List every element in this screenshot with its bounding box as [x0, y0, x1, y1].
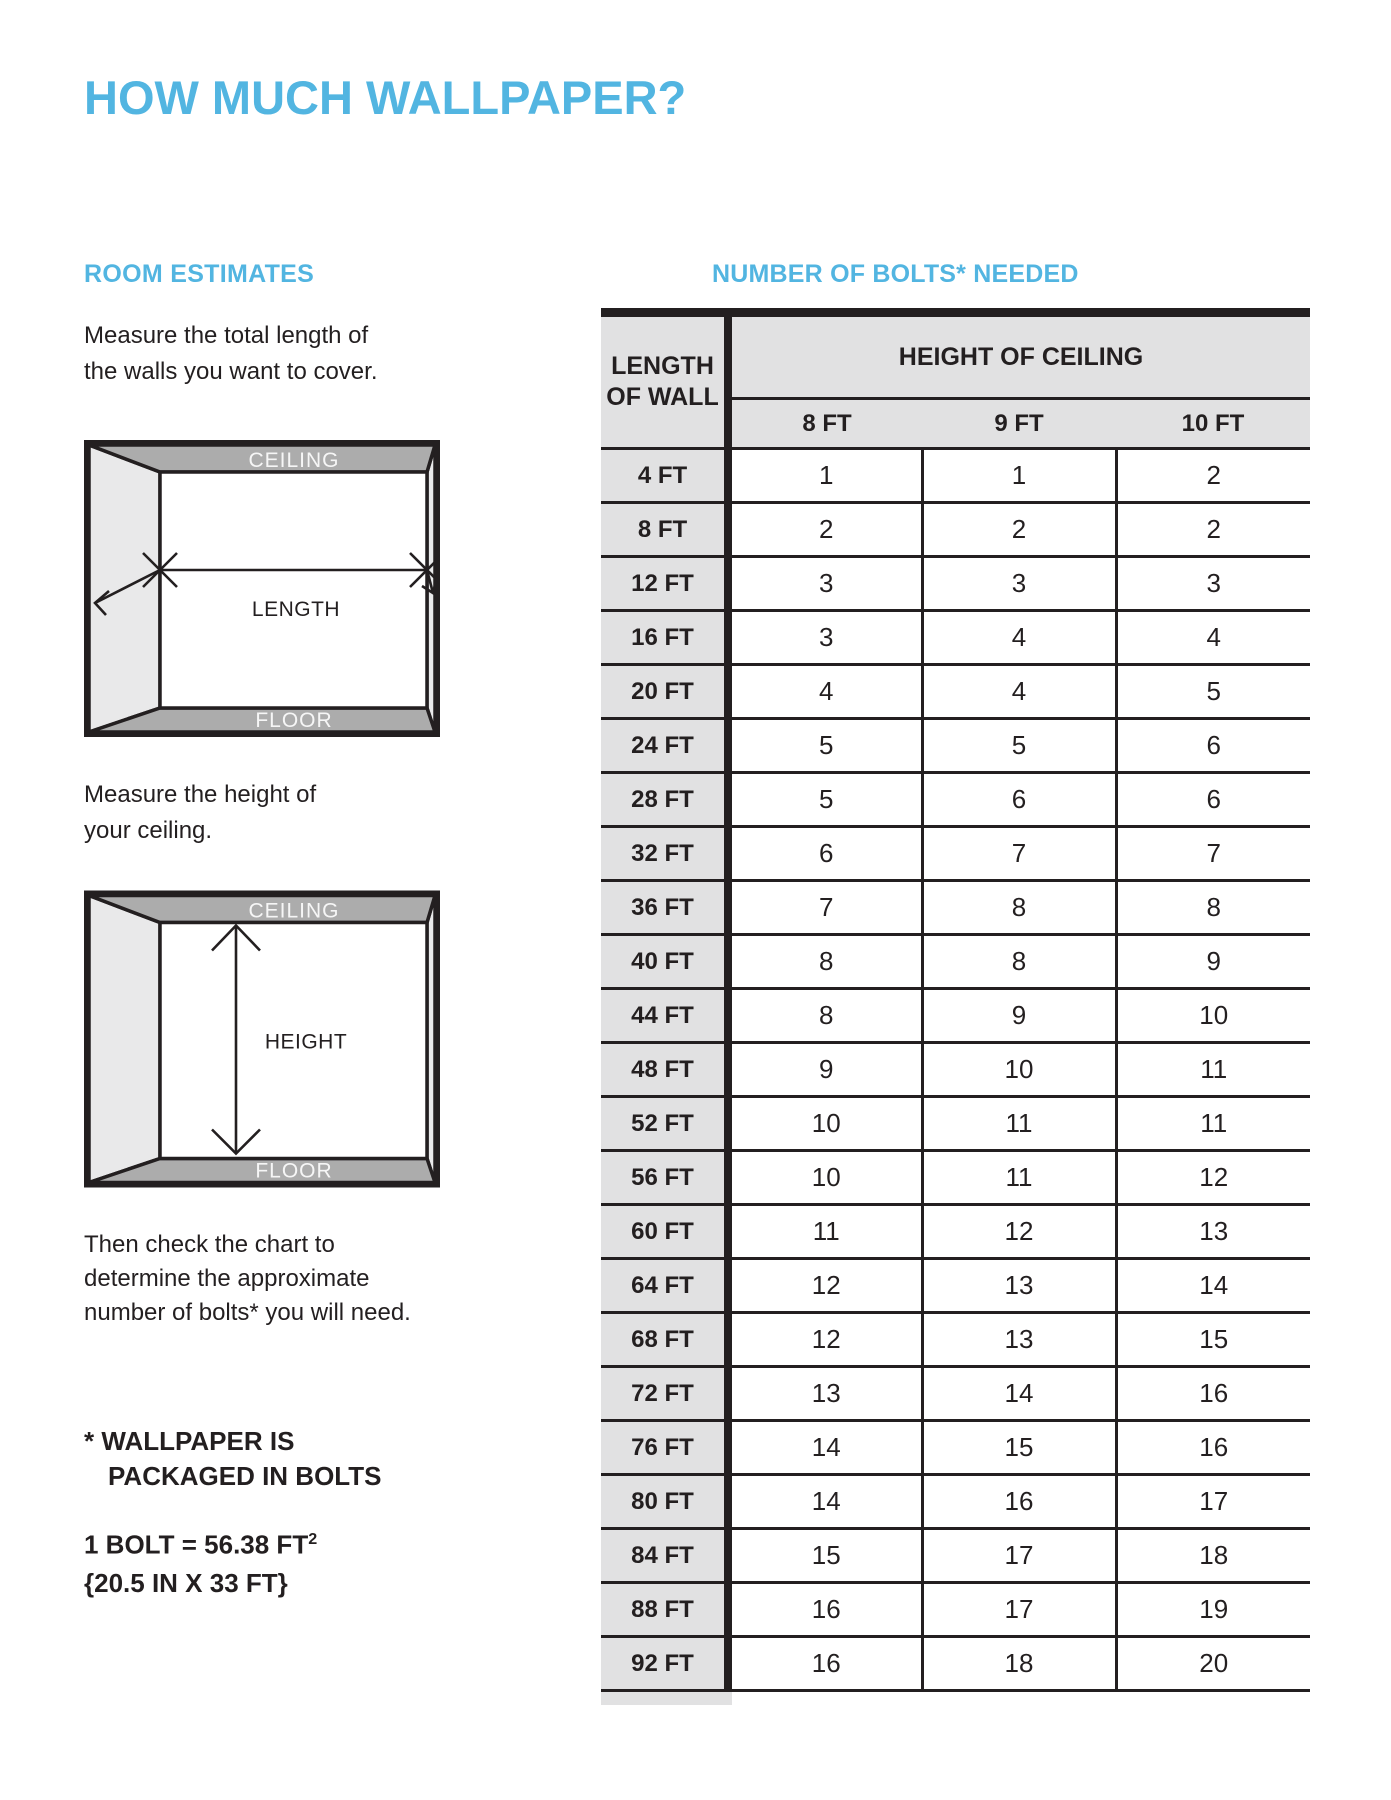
column-header-8ft: 8 FT — [728, 399, 922, 449]
wall-length-label: 20 FT — [601, 665, 728, 719]
table-row — [601, 1637, 1310, 1691]
table-row — [601, 503, 1310, 557]
bolt-count-cell: 20 — [1116, 1637, 1310, 1691]
column-header-9ft: 9 FT — [922, 399, 1116, 449]
wall-length-label: 48 FT — [601, 1043, 728, 1097]
ceiling-label: CEILING — [248, 449, 340, 472]
bolt-count-cell: 16 — [728, 1637, 922, 1691]
bolt-count-cell: 16 — [1116, 1421, 1310, 1475]
wall-length-label: 60 FT — [601, 1205, 728, 1259]
bolt-count-cell: 3 — [728, 557, 922, 611]
length-of-wall-header — [601, 313, 728, 449]
bolt-count-cell: 8 — [922, 935, 1116, 989]
bolt-count-cell: 11 — [1116, 1043, 1310, 1097]
wall-length-label: 12 FT — [601, 557, 728, 611]
table-row — [601, 1367, 1310, 1421]
bolt-count-cell: 4 — [1116, 611, 1310, 665]
bolts-footnote-line1: * WALLPAPER IS — [84, 1426, 295, 1456]
bolt-count-cell: 11 — [922, 1097, 1116, 1151]
wall-length-label: 16 FT — [601, 611, 728, 665]
instruction-chart-line3: number of bolts* you will need. — [84, 1299, 411, 1326]
wall-length-label: 56 FT — [601, 1151, 728, 1205]
bolt-count-cell: 18 — [922, 1637, 1116, 1691]
instruction-height-line2: your ceiling. — [84, 817, 213, 844]
table-row — [601, 827, 1310, 881]
wall-length-label: 32 FT — [601, 827, 728, 881]
table-row — [601, 881, 1310, 935]
bolt-count-cell: 19 — [1116, 1583, 1310, 1637]
table-row — [601, 1313, 1310, 1367]
bolt-count-cell: 7 — [1116, 827, 1310, 881]
bolt-count-cell: 17 — [922, 1529, 1116, 1583]
page-title: HOW MUCH WALLPAPER? — [84, 71, 687, 124]
table-row — [601, 1205, 1310, 1259]
instruction-height-line1: Measure the height of — [84, 781, 317, 808]
bolt-count-cell: 4 — [728, 665, 922, 719]
bolt-count-cell: 13 — [728, 1367, 922, 1421]
bolt-count-cell: 9 — [1116, 935, 1310, 989]
bolt-count-cell: 6 — [1116, 773, 1310, 827]
bolt-count-cell: 6 — [728, 827, 922, 881]
table-row — [601, 1529, 1310, 1583]
bolt-count-cell: 17 — [1116, 1475, 1310, 1529]
instruction-height — [84, 777, 316, 849]
bolt-count-cell: 7 — [728, 881, 922, 935]
bolt-equation — [84, 1520, 317, 1564]
height-label: HEIGHT — [264, 1030, 348, 1054]
back-wall — [160, 472, 427, 708]
bolt-count-cell: 18 — [1116, 1529, 1310, 1583]
bolt-count-cell: 2 — [1116, 503, 1310, 557]
bolt-count-cell: 14 — [728, 1421, 922, 1475]
bolt-count-cell: 1 — [922, 449, 1116, 503]
bolt-count-cell: 14 — [922, 1367, 1116, 1421]
bolt-count-cell: 12 — [922, 1205, 1116, 1259]
bolt-count-cell: 8 — [728, 935, 922, 989]
table-row — [601, 1259, 1310, 1313]
wall-length-label: 8 FT — [601, 503, 728, 557]
bolt-count-cell: 5 — [728, 719, 922, 773]
wall-length-label: 68 FT — [601, 1313, 728, 1367]
wall-length-label: 64 FT — [601, 1259, 728, 1313]
bolt-count-cell: 17 — [922, 1583, 1116, 1637]
table-row — [601, 1097, 1310, 1151]
bolt-count-cell: 4 — [922, 611, 1116, 665]
ceiling-label: CEILING — [248, 899, 340, 923]
bolt-count-cell: 13 — [922, 1259, 1116, 1313]
bolt-count-cell: 8 — [728, 989, 922, 1043]
bolt-dimensions: {20.5 IN X 33 FT} — [84, 1567, 288, 1598]
length-label: LENGTH — [251, 598, 341, 621]
height-of-ceiling-header: HEIGHT OF CEILING — [728, 313, 1310, 399]
table-row — [601, 719, 1310, 773]
bolt-table-body — [601, 449, 1310, 1691]
floor-label: FLOOR — [255, 709, 333, 732]
left-wall — [89, 896, 160, 1183]
bolt-count-cell: 1 — [728, 449, 922, 503]
room-length-diagram — [84, 440, 440, 737]
bolt-count-cell: 5 — [1116, 665, 1310, 719]
wall-length-label: 88 FT — [601, 1583, 728, 1637]
instruction-chart-line1: Then check the chart to — [84, 1231, 335, 1258]
bolt-count-cell: 14 — [728, 1475, 922, 1529]
bolt-count-cell: 14 — [1116, 1259, 1310, 1313]
bolt-count-cell: 5 — [728, 773, 922, 827]
length-of-wall-header-line2: OF WALL — [606, 383, 719, 411]
bolt-count-cell: 10 — [728, 1151, 922, 1205]
table-row — [601, 611, 1310, 665]
bolt-table-container — [601, 308, 1310, 1705]
wall-length-label: 80 FT — [601, 1475, 728, 1529]
table-row — [601, 557, 1310, 611]
bolt-count-cell: 15 — [1116, 1313, 1310, 1367]
table-row — [601, 665, 1310, 719]
bolt-equation-text: 1 BOLT = 56.38 FT — [84, 1529, 309, 1560]
bolt-count-cell: 12 — [728, 1313, 922, 1367]
instruction-length — [84, 318, 377, 390]
bolt-count-cell: 9 — [728, 1043, 922, 1097]
bolt-count-cell: 10 — [922, 1043, 1116, 1097]
table-row — [601, 1043, 1310, 1097]
bolt-count-cell: 2 — [1116, 449, 1310, 503]
bolt-count-cell: 16 — [922, 1475, 1116, 1529]
length-of-wall-header-line1: LENGTH — [611, 352, 714, 380]
bolt-count-cell: 2 — [922, 503, 1116, 557]
table-row — [601, 1583, 1310, 1637]
table-row — [601, 1151, 1310, 1205]
instruction-length-line1: Measure the total length of — [84, 322, 369, 349]
wall-length-label: 84 FT — [601, 1529, 728, 1583]
bolt-count-cell: 4 — [922, 665, 1116, 719]
wall-length-label: 36 FT — [601, 881, 728, 935]
bolt-count-cell: 12 — [1116, 1151, 1310, 1205]
bolt-count-cell: 2 — [728, 503, 922, 557]
table-row — [601, 449, 1310, 503]
wall-length-label: 24 FT — [601, 719, 728, 773]
table-row — [601, 1421, 1310, 1475]
table-header-row-1 — [601, 313, 1310, 399]
wall-length-label: 28 FT — [601, 773, 728, 827]
table-row — [601, 935, 1310, 989]
wall-length-label: 52 FT — [601, 1097, 728, 1151]
bolts-footnote — [84, 1424, 381, 1494]
table-row — [601, 773, 1310, 827]
wall-length-label: 4 FT — [601, 449, 728, 503]
bolts-footnote-line2: PACKAGED IN BOLTS — [108, 1461, 382, 1491]
bolt-count-cell: 6 — [922, 773, 1116, 827]
bolt-count-cell: 11 — [922, 1151, 1116, 1205]
room-estimates-heading: ROOM ESTIMATES — [84, 260, 315, 288]
bolt-equation-superscript: 2 — [308, 1530, 318, 1548]
bolt-count-cell: 12 — [728, 1259, 922, 1313]
bolt-count-cell: 11 — [728, 1205, 922, 1259]
instruction-length-line2: the walls you want to cover. — [84, 358, 378, 385]
bolt-count-cell: 15 — [922, 1421, 1116, 1475]
table-bottom-gray-sliver — [601, 1692, 732, 1705]
instruction-chart-line2: determine the approximate — [84, 1265, 370, 1292]
bolt-count-cell: 15 — [728, 1529, 922, 1583]
wall-length-label: 40 FT — [601, 935, 728, 989]
bolt-count-cell: 13 — [1116, 1205, 1310, 1259]
column-header-10ft: 10 FT — [1116, 399, 1310, 449]
bolt-count-cell: 6 — [1116, 719, 1310, 773]
wall-length-label: 76 FT — [601, 1421, 728, 1475]
bolt-count-cell: 5 — [922, 719, 1116, 773]
bolt-table — [601, 308, 1310, 1692]
bolt-count-cell: 7 — [922, 827, 1116, 881]
instruction-chart — [84, 1228, 411, 1330]
bolt-count-cell: 8 — [922, 881, 1116, 935]
bolt-count-cell: 9 — [922, 989, 1116, 1043]
table-row — [601, 1475, 1310, 1529]
bolt-count-cell: 8 — [1116, 881, 1310, 935]
room-height-diagram — [84, 890, 440, 1188]
bolt-count-cell: 16 — [728, 1583, 922, 1637]
bolt-count-cell: 11 — [1116, 1097, 1310, 1151]
bolt-count-cell: 16 — [1116, 1367, 1310, 1421]
bolt-count-cell: 3 — [728, 611, 922, 665]
floor-label: FLOOR — [255, 1159, 333, 1183]
bolt-spec — [84, 1520, 317, 1602]
bolt-count-cell: 3 — [922, 557, 1116, 611]
bolts-needed-heading: NUMBER OF BOLTS* NEEDED — [712, 260, 1079, 288]
wall-length-label: 92 FT — [601, 1637, 728, 1691]
wall-length-label: 44 FT — [601, 989, 728, 1043]
bolt-count-cell: 10 — [728, 1097, 922, 1151]
bolt-count-cell: 13 — [922, 1313, 1116, 1367]
table-row — [601, 989, 1310, 1043]
wall-length-label: 72 FT — [601, 1367, 728, 1421]
bolt-count-cell: 3 — [1116, 557, 1310, 611]
bolt-count-cell: 10 — [1116, 989, 1310, 1043]
